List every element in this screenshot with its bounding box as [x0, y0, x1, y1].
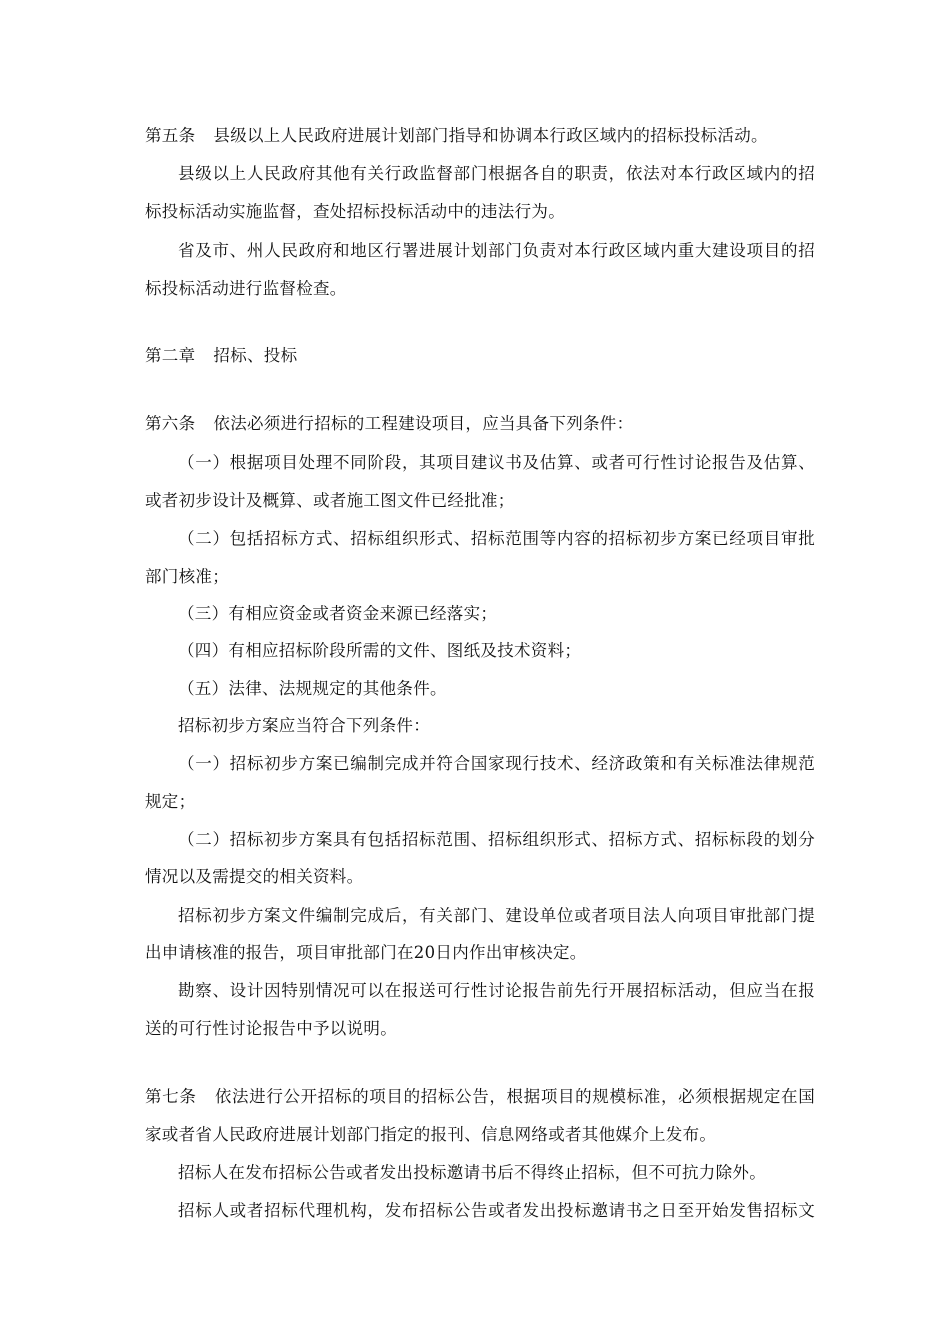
article6-p4-line1: 勘察、设计因特别情况可以在报送可行性讨论报告前先行开展招标活动，但应当在报	[178, 981, 815, 1000]
article6-p3-line1: 招标初步方案文件编制完成后，有关部门、建设单位或者项目法人向项目审批部门提	[178, 906, 815, 925]
article7-p2: 招标人在发布招标公告或者发出投标邀请书后不得终止招标，但不可抗力除外。	[178, 1163, 766, 1182]
article5-p2-line2: 标投标活动实施监督，查处招标投标活动中的违法行为。	[145, 202, 565, 221]
chapter2-title: 招标、投标	[213, 346, 298, 365]
article5-p3-line2: 标投标活动进行监督检查。	[145, 279, 347, 298]
article6-heading: 第六条	[145, 414, 196, 433]
article5-p2-line1: 县级以上人民政府其他有关行政监督部门根据各自的职责，依法对本行政区域内的招	[178, 164, 815, 183]
article6-text: 依法必须进行招标的工程建设项目，应当具备下列条件：	[213, 414, 634, 433]
chapter2-heading-line	[145, 345, 815, 367]
article6-first-line	[145, 413, 815, 435]
article7-first-line	[145, 1086, 815, 1108]
article6-c3: （三）有相应资金或者资金来源已经落实；	[178, 604, 498, 623]
article6-c2-line2: 部门核准；	[145, 567, 229, 586]
article6-d2-line1: （二）招标初步方案具有包括招标范围、招标组织形式、招标方式、招标标段的划分	[178, 830, 815, 849]
article6-d2-line2: 情况以及需提交的相关资料。	[145, 867, 364, 886]
article7-text: 依法进行公开招标的项目的招标公告，根据项目的规模标准，必须根据规定在国	[214, 1087, 815, 1106]
article6-c1-line2: 或者初步设计及概算、或者施工图文件已经批准；	[145, 491, 515, 510]
article5-heading: 第五条	[145, 126, 196, 145]
article5-first-line	[145, 125, 815, 147]
article6-c4: （四）有相应招标阶段所需的文件、图纸及技术资料；	[178, 641, 582, 660]
chapter2-heading: 第二章	[145, 346, 196, 365]
article6-c5: （五）法律、法规规定的其他条件。	[178, 679, 447, 698]
article7-heading: 第七条	[145, 1087, 197, 1106]
article7-line2: 家或者省人民政府进展计划部门指定的报刊、信息网络或者其他媒介上发布。	[145, 1125, 717, 1144]
article6-p2: 招标初步方案应当符合下列条件：	[178, 716, 430, 735]
article5-text: 县级以上人民政府进展计划部门指导和协调本行政区域内的招标投标活动。	[213, 126, 768, 145]
article6-d1-line1: （一）招标初步方案已编制完成并符合国家现行技术、经济政策和有关标准法律规范	[178, 754, 815, 773]
article7-p3-line1: 招标人或者招标代理机构，发布招标公告或者发出投标邀请书之日至开始发售招标文	[178, 1201, 815, 1220]
article6-p3-line2: 出申请核准的报告，项目审批部门在20日内作出审核决定。	[145, 943, 587, 962]
article6-c2-line1: （二）包括招标方式、招标组织形式、招标范围等内容的招标初步方案已经项目审批	[178, 529, 815, 548]
article5-p3-line1: 省及市、州人民政府和地区行署进展计划部门负责对本行政区域内重大建设项目的招	[178, 241, 815, 260]
article6-c1-line1: （一）根据项目处理不同阶段，其项目建议书及估算、或者可行性讨论报告及估算、	[178, 453, 815, 472]
article6-p4-line2: 送的可行性讨论报告中予以说明。	[145, 1019, 397, 1038]
article6-d1-line2: 规定；	[145, 792, 196, 811]
